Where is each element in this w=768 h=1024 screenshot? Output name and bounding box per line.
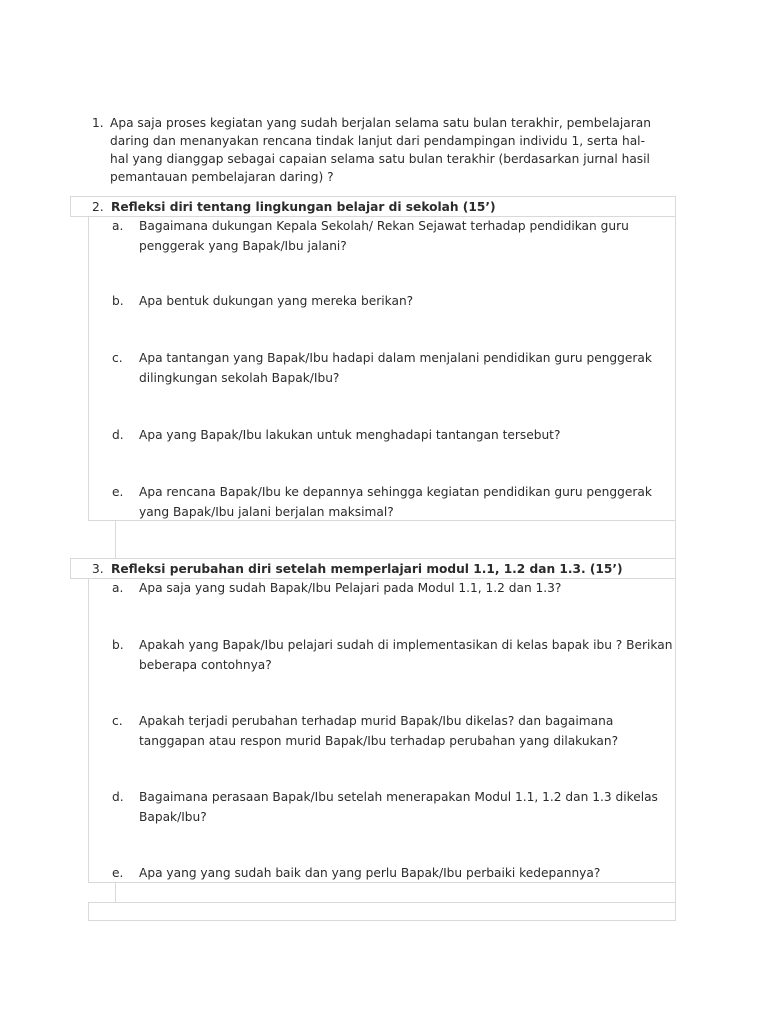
- section-2-number: 2.: [92, 200, 104, 214]
- table-2-left-border: [70, 196, 71, 216]
- item-text: Bagaimana dukungan Kepala Sekolah/ Rekan Sejawat terhadap pendidikan guru penggerak yang Bapak/Ibu jalani?: [139, 219, 629, 253]
- item-letter: e.: [112, 866, 124, 880]
- table-3-inner-left-border: [88, 578, 89, 882]
- section-2-item-c: [112, 349, 677, 388]
- item-letter: a.: [112, 219, 124, 233]
- section-2-item-a: [112, 217, 677, 256]
- section-3-item-d: [112, 788, 677, 827]
- item-letter: c.: [112, 714, 123, 728]
- table-2-inner-left-border: [88, 216, 89, 520]
- section-3-item-c: [112, 712, 677, 751]
- section-2-item-d: [112, 426, 677, 446]
- item-text: Apakah yang Bapak/Ibu pelajari sudah di implementasikan di kelas bapak ibu ? Berikan beberapa contohnya?: [139, 638, 673, 672]
- item-letter: e.: [112, 485, 124, 499]
- section-3-item-e: [112, 864, 677, 884]
- section-2-item-e: [112, 483, 677, 522]
- table-3-gap-left-border: [115, 882, 116, 902]
- table-2-gap-left-border: [115, 520, 116, 558]
- question-1: [92, 114, 662, 186]
- section-2-title: Refleksi diri tentang lingkungan belajar di sekolah (15’): [111, 200, 496, 214]
- question-1-text: Apa saja proses kegiatan yang sudah berjalan selama satu bulan terakhir, pembelajaran daring dan menanyakan rencana tindak lanjut dari pendampingan individu 1, serta hal-hal yang dianggap sebagai capaian selama satu bulan terakhir (berdasarkan jurnal hasil pemantauan pembelajaran daring) ?: [110, 116, 651, 184]
- item-text: Apa yang Bapak/Ibu lakukan untuk menghadapi tantangan tersebut?: [139, 428, 561, 442]
- table-3-footer-bottom-border: [88, 920, 676, 921]
- item-letter: d.: [112, 790, 124, 804]
- item-letter: c.: [112, 351, 123, 365]
- section-3-item-b: [112, 636, 677, 675]
- item-text: Apa bentuk dukungan yang mereka berikan?: [139, 294, 414, 308]
- item-letter: d.: [112, 428, 124, 442]
- section-3-item-a: [112, 579, 677, 599]
- item-text: Apa rencana Bapak/Ibu ke depannya sehingga kegiatan pendidikan guru penggerak yang Bapak/Ibu jalani berjalan maksimal?: [139, 485, 652, 519]
- item-letter: a.: [112, 581, 124, 595]
- table-2-top-border: [70, 196, 676, 197]
- section-3-number: 3.: [92, 562, 104, 576]
- item-text: Apa saja yang sudah Bapak/Ibu Pelajari pada Modul 1.1, 1.2 dan 1.3?: [139, 581, 562, 595]
- item-text: Apa tantangan yang Bapak/Ibu hadapi dalam menjalani pendidikan guru penggerak dilingkungan sekolah Bapak/Ibu?: [139, 351, 652, 385]
- section-3-title: Refleksi perubahan diri setelah memperlajari modul 1.1, 1.2 dan 1.3. (15’): [111, 562, 623, 576]
- table-3-top-border: [70, 558, 676, 559]
- item-letter: b.: [112, 638, 124, 652]
- item-text: Apa yang yang sudah baik dan yang perlu Bapak/Ibu perbaiki kedepannya?: [139, 866, 601, 880]
- table-3-gap-bottom-border: [88, 902, 676, 903]
- table-3-footer-left-border: [88, 902, 89, 921]
- question-1-number: 1.: [92, 116, 104, 130]
- item-text: Bagaimana perasaan Bapak/Ibu setelah menerapakan Modul 1.1, 1.2 dan 1.3 dikelas Bapak/Ibu?: [139, 790, 658, 824]
- item-letter: b.: [112, 294, 124, 308]
- item-text: Apakah terjadi perubahan terhadap murid Bapak/Ibu dikelas? dan bagaimana tanggapan atau respon murid Bapak/Ibu terhadap perubahan yang dilakukan?: [139, 714, 619, 748]
- section-2-item-b: [112, 292, 677, 312]
- table-3-left-border: [70, 558, 71, 578]
